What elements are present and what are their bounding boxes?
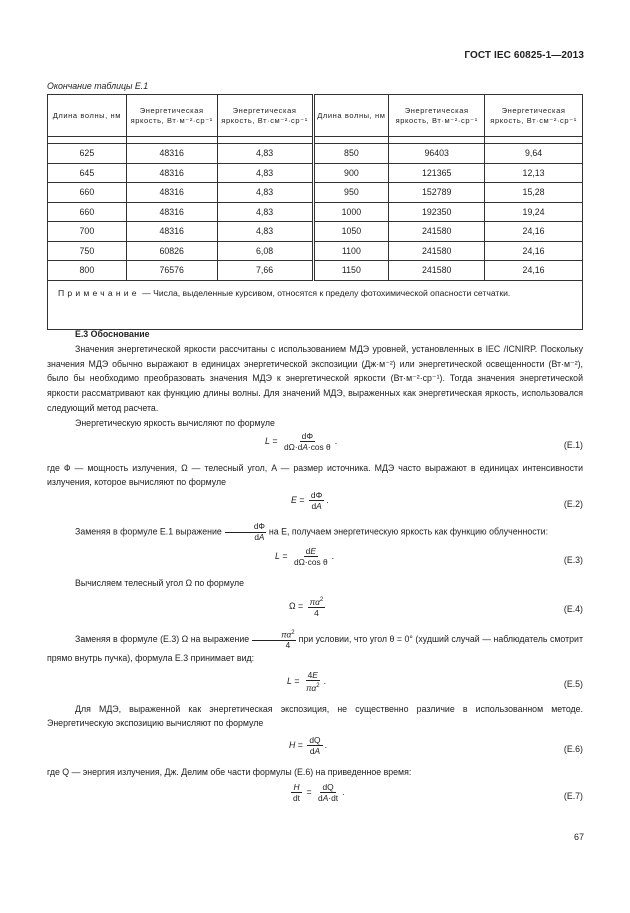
paragraph: Для МДЭ, выраженной как энергетическая экспозиция, не существенно различие в использованном методе. Энергетическую экспозицию вычисляют по формуле: [47, 703, 583, 729]
table-cell: 660: [48, 183, 127, 203]
table-cell: 4,83: [217, 222, 313, 242]
table-cell: 241580: [389, 222, 485, 242]
formula-e1: L = $\frac{d\Phi}{\text{dΩ·dA·cos θ}}$ . (Е.1): [265, 430, 583, 452]
paragraph: Вычисляем телесный угол Ω по формуле: [75, 578, 245, 589]
paragraph: Заменяя в формуле (Е.3) Ω на выражение $\frac{\pi\alpha^2}{4}$ при условии, что угол θ = 0° (худший случай — наблюдатель смотрит прямо внутрь пучка), формула Е.3 принимает вид:: [47, 629, 583, 663]
equation-number: (Е.5): [563, 678, 583, 689]
table-cell: 241580: [389, 261, 485, 281]
table-cell: 4,83: [217, 163, 313, 183]
formula-e3: L = $\frac{dE}{\text{dΩ·cos θ}}$ . (Е.3): [275, 546, 583, 568]
table-cell: 1000: [313, 202, 389, 222]
table-row: [48, 144, 583, 164]
table-caption: Окончание таблицы Е.1: [47, 81, 149, 91]
table-cell: 48316: [126, 144, 217, 164]
equation-number: (Е.7): [563, 790, 583, 801]
table-cell: 152789: [389, 183, 485, 203]
col-header: Длина волны, нм: [313, 95, 389, 137]
table-gap-row: [48, 137, 583, 144]
table-cell: 24,16: [485, 241, 583, 261]
table-cell: 1150: [313, 261, 389, 281]
equation-number: (Е.2): [563, 499, 583, 510]
table-cell: 4,83: [217, 183, 313, 203]
equation-number: (Е.6): [563, 744, 583, 755]
table-cell: 48316: [126, 222, 217, 242]
table-cell: 48316: [126, 183, 217, 203]
table-cell: 9,64: [485, 144, 583, 164]
table-cell: 96403: [389, 144, 485, 164]
table-cell: 750: [48, 241, 127, 261]
paragraph: Значения энергетической яркости рассчитаны с использованием МДЭ уровней, установленных в IEC /ICNIRP. Поскольку значения МДЭ обычно выражают в единицах энергетической экспозиции (Дж·м⁻²) или энергетической освещенности (Вт·м⁻²), было бы необходимо преобразовать значения МДЭ к энергетической яркости (Вт·м⁻²·ср⁻¹). Тогда значения энергетической яркости рассматривают как функцию длины волны. Для значений МДЭ, выраженных как энергетическая яркость, использовался следующий метод расчета.: [47, 343, 583, 413]
table-cell: 800: [48, 261, 127, 281]
paragraph: где Q — энергия излучения, Дж. Делим обе части формулы (Е.6) на приведенное время:: [47, 767, 412, 778]
table-cell: 192350: [389, 202, 485, 222]
radiance-table: [47, 94, 583, 330]
col-header: Длина волны, нм: [48, 95, 127, 137]
standard-header: ГОСТ IEC 60825-1—2013: [464, 50, 584, 61]
col-header: Энергетическая яркость, Вт·м⁻²·ср⁻¹: [389, 95, 485, 137]
table-cell: 6,08: [217, 241, 313, 261]
equation-number: (Е.1): [563, 439, 583, 450]
table-cell: 850: [313, 144, 389, 164]
equation-number: (Е.3): [563, 555, 583, 566]
col-header: Энергетическая яркость, Вт·м⁻²·ср⁻¹: [126, 95, 217, 137]
table-cell: 7,66: [217, 261, 313, 281]
section-title: Е.3 Обоснование: [75, 329, 150, 339]
table-cell: 625: [48, 144, 127, 164]
table-cell: 48316: [126, 163, 217, 183]
paragraph: где Ф — мощность излучения, Ω — телесный угол, A — размер источника. МДЭ часто выражают в единицах интенсивности излучения, которое вычисляют по формуле: [47, 462, 583, 488]
paragraph: Энергетическую яркость вычисляют по формуле: [75, 417, 275, 428]
table-cell: 121365: [389, 163, 485, 183]
paragraph: Заменяя в формуле Е.1 выражение $\frac{d\Phi}{dA}$ на E, получаем энергетическую яркость как функцию облученности:: [75, 522, 549, 542]
equation-number: (Е.4): [563, 603, 583, 614]
table-cell: 645: [48, 163, 127, 183]
page-number: 67: [573, 832, 584, 842]
table-row: [48, 261, 583, 281]
table-row: [48, 163, 583, 183]
note-text: — Числа, выделенные курсивом, относятся к пределу фотохимической опасности сетчатки.: [139, 287, 511, 298]
table-cell: 76576: [126, 261, 217, 281]
section-body: [47, 327, 583, 812]
table-cell: 19,24: [485, 202, 583, 222]
table-row: [48, 183, 583, 203]
formula-e7: $\frac{H}{dt}$ = $\frac{dQ}{dA\cdot dt}$ . (Е.7): [293, 781, 583, 803]
table-row: [48, 241, 583, 261]
table-row: [48, 202, 583, 222]
table-header-row: [48, 95, 583, 137]
table-row: [48, 222, 583, 242]
note-label: Примечание: [58, 287, 140, 298]
table-cell: 4,83: [217, 202, 313, 222]
table-note-row: [48, 280, 583, 329]
col-header: Энергетическая яркость, Вт·см⁻²·ср⁻¹: [217, 95, 313, 137]
table-cell: 12,13: [485, 163, 583, 183]
table-cell: 660: [48, 202, 127, 222]
col-header: Энергетическая яркость, Вт·см⁻²·ср⁻¹: [485, 95, 583, 137]
formula-e2: E = $\frac{d\Phi}{dA}$ . (Е.2): [291, 490, 583, 512]
table-cell: 15,28: [485, 183, 583, 203]
table-cell: 1100: [313, 241, 389, 261]
table-cell: 241580: [389, 241, 485, 261]
table-cell: 1050: [313, 222, 389, 242]
formula-e4: Ω = $\frac{\pi\alpha^2}{4}$ (Е.4): [289, 596, 583, 618]
table-cell: 60826: [126, 241, 217, 261]
table-cell: 4,83: [217, 144, 313, 164]
table-cell: 24,16: [485, 222, 583, 242]
table-cell: 900: [313, 163, 389, 183]
table-cell: 24,16: [485, 261, 583, 281]
formula-e6: H = $\frac{dQ}{dA}$ . (Е.6): [289, 735, 583, 757]
table-cell: 48316: [126, 202, 217, 222]
table-cell: 950: [313, 183, 389, 203]
table-note: [48, 280, 583, 329]
formula-e5: L = $\frac{4E}{\pi\alpha^2}$ . (Е.5): [287, 669, 583, 693]
table-cell: 700: [48, 222, 127, 242]
